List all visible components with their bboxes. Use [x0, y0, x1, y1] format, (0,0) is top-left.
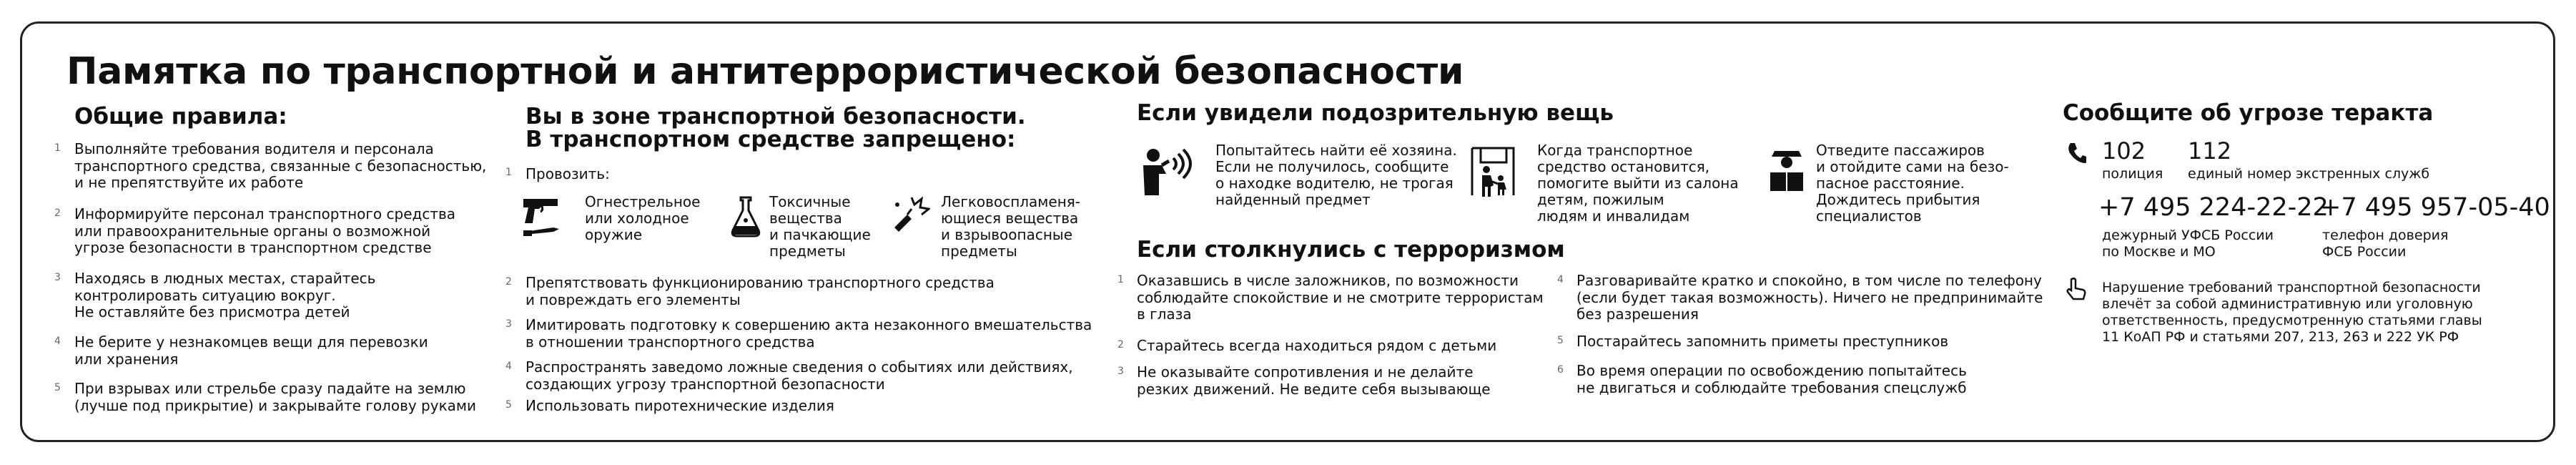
general-rule-number: 4: [54, 336, 61, 347]
liability-note-line: влечёт за собой административную или уголовную: [2102, 296, 2473, 312]
liability-note-line: 11 КоАП РФ и статьями 207, 213, 263 и 222 УК РФ: [2102, 329, 2459, 345]
suspicious-step-text-line: и отойдите сами на безо-: [1816, 158, 2009, 175]
general-rule-text-line: (лучше под прикрытие) и закрывайте голову руками: [74, 396, 477, 414]
guard-icon: [1766, 145, 1807, 192]
prohibited-item-text-line: или холодное: [585, 210, 689, 227]
liability-note-line: ответственность, предусмотренную статьями главы: [2102, 313, 2482, 328]
terrorism-item-text-line: не двигаться и соблюдайте требования спецслужб: [1576, 378, 1967, 396]
terrorism-item-number: 6: [1557, 364, 1564, 376]
terrorism-item-text-line: Оказавшись в числе заложников, по возможности: [1137, 272, 1519, 289]
fsb-trust-phone: +7 495 957-05-40: [2320, 193, 2550, 222]
suspicious-step-text-line: Когда транспортное: [1537, 142, 1693, 159]
general-rule-text-line: и не препятствуйте их работе: [74, 174, 304, 191]
terrorism-item-text-line: (если будет такая возможность). Ничего не предпринимайте: [1576, 288, 2043, 306]
explosive-icon: [890, 195, 930, 232]
suspicious-heading: Если увидели подозрительную вещь: [1137, 100, 1614, 126]
suspicious-step-text-line: Дождитесь прибытия: [1816, 191, 1980, 208]
general-rule-text-line: Находясь в людных местах, старайтесь: [74, 270, 376, 287]
terrorism-item-text-line: в глаза: [1137, 305, 1192, 323]
forbidden-heading-line1: Вы в зоне транспортной безопасности.: [525, 104, 1026, 129]
forbidden-item-text-line: Препятствовать функционированию транспортного средства: [525, 274, 995, 291]
forbidden-item-number: 5: [505, 399, 512, 411]
fsb-trust-label-line1: телефон доверия: [2322, 227, 2449, 243]
prohibited-item-text-line: Огнестрельное: [585, 193, 701, 210]
suspicious-step-text-line: помогите выйти из салона: [1537, 175, 1739, 192]
toxic-flask-icon: [728, 195, 764, 239]
suspicious-step-text-line: средство остановится,: [1537, 158, 1710, 175]
pointing-hand-icon: [2066, 278, 2086, 300]
suspicious-step-text-line: о находке водителю, не трогая: [1215, 175, 1454, 192]
forbidden-item-number: 3: [505, 318, 512, 330]
fsb-trust-label-line2: ФСБ России: [2322, 244, 2407, 260]
forbidden-item-number: 4: [505, 361, 512, 372]
general-rule-text-line: При взрывах или стрельбе сразу падайте на землю: [74, 380, 466, 397]
general-rule-text-line: Не берите у незнакомцев вещи для перевозки: [74, 333, 428, 351]
suspicious-step-text-line: найденный предмет: [1215, 191, 1371, 208]
suspicious-step-text-line: людям и инвалидам: [1537, 207, 1690, 225]
general-rule-text-line: контролировать ситуацию вокруг.: [74, 286, 336, 304]
fsb-moscow-label-line1: дежурный УФСБ России: [2102, 227, 2274, 243]
person-calling-icon: [1133, 145, 1195, 197]
fsb-moscow-phone: +7 495 224-22-22: [2098, 193, 2329, 222]
terrorism-item-text-line: Постарайтесь запомнить приметы преступников: [1576, 333, 1949, 350]
liability-note-line: Нарушение требований транспортной безопасности: [2102, 280, 2481, 295]
prohibited-item-text-line: Легковоспламеня-: [941, 193, 1081, 210]
suspicious-step-text-line: Попытайтесь найти её хозяина.: [1215, 142, 1457, 159]
terrorism-item-text-line: соблюдайте спокойствие и не смотрите террористам: [1137, 288, 1544, 306]
fsb-moscow-label-line2: по Москве и МО: [2102, 244, 2216, 260]
general-rule-text-line: транспортного средства, связанные с безопасностью,: [74, 157, 487, 175]
general-rule-number: 1: [54, 142, 61, 154]
general-rule-number: 3: [54, 272, 61, 283]
emergency-label: единый номер экстренных служб: [2188, 166, 2430, 182]
report-heading: Сообщите об угрозе теракта: [2063, 100, 2434, 126]
forbidden-item-text-line: создающих угрозу транспортной безопасности: [525, 375, 885, 393]
forbidden-item-text-line: Имитировать подготовку к совершению акта незаконного вмешательства: [525, 316, 1092, 333]
prohibited-item-text-line: предметы: [941, 243, 1017, 260]
prohibited-item-text-line: ющиеся вещества: [941, 210, 1079, 227]
suspicious-step-text-line: Если не получилось, сообщите: [1215, 158, 1449, 175]
forbidden-item-number: 1: [505, 167, 512, 178]
forbidden-item-label: Провозить:: [525, 165, 610, 182]
terrorism-item-text-line: Во время операции по освобождению попытайтесь: [1576, 362, 1967, 379]
terrorism-heading: Если столкнулись с терроризмом: [1137, 237, 1565, 263]
weapon-icon: [522, 195, 563, 239]
general-rule-text-line: угрозе безопасности в транспортном средстве: [74, 239, 432, 256]
emergency-number: 112: [2188, 137, 2232, 165]
terrorism-item-text-line: Разговаривайте кратко и спокойно, в том числе по телефону: [1576, 272, 2042, 289]
forbidden-item-text-line: в отношении транспортного средства: [525, 333, 815, 351]
terrorism-item-text-line: Старайтесь всегда находиться рядом с детьми: [1137, 337, 1497, 354]
terrorism-item-number: 5: [1557, 335, 1564, 346]
evacuation-icon: [1469, 145, 1521, 198]
terrorism-item-number: 2: [1117, 339, 1124, 351]
general-rule-text-line: или правоохранительные органы о возможной: [74, 222, 431, 240]
prohibited-item-text-line: вещества: [769, 210, 842, 227]
general-rule-number: 2: [54, 207, 61, 219]
general-rule-text-line: Выполняйте требования водителя и персонала: [74, 140, 434, 157]
general-rule-text-line: или хранения: [74, 350, 179, 368]
suspicious-step-text-line: пасное расстояние.: [1816, 175, 1965, 192]
phone-icon: [2066, 142, 2086, 163]
general-rule-number: 5: [54, 382, 61, 393]
forbidden-item-text-line: Распространять заведомо ложные сведения о событиях или действиях,: [525, 358, 1073, 376]
forbidden-heading-line2: В транспортном средстве запрещено:: [525, 127, 1016, 152]
police-number: 102: [2102, 137, 2146, 165]
prohibited-item-text-line: предметы: [769, 243, 846, 260]
terrorism-item-text-line: Не оказывайте сопротивления и не делайте: [1137, 363, 1474, 381]
general-rule-text-line: Информируйте персонал транспортного средства: [74, 205, 456, 222]
forbidden-item-text-line: и повреждать его элементы: [525, 290, 741, 308]
suspicious-step-text-line: детям, пожилым: [1537, 191, 1664, 208]
terrorism-item-text-line: резких движений. Не ведите себя вызывающе: [1137, 380, 1491, 398]
forbidden-item-number: 2: [505, 276, 512, 288]
prohibited-item-text-line: и пачкающие: [769, 226, 871, 243]
forbidden-item-text-line: Использовать пиротехнические изделия: [525, 397, 834, 414]
prohibited-item-text-line: Токсичные: [769, 193, 851, 210]
suspicious-step-text-line: Отведите пассажиров: [1816, 142, 1985, 159]
terrorism-item-number: 1: [1117, 274, 1124, 285]
terrorism-item-number: 3: [1117, 366, 1124, 377]
terrorism-item-number: 4: [1557, 274, 1564, 285]
prohibited-item-text-line: и взрывоопасные: [941, 226, 1073, 243]
general-heading: Общие правила:: [74, 104, 287, 129]
page-title: Памятка по транспортной и антитеррористической безопасности: [66, 50, 1464, 93]
suspicious-step-text-line: специалистов: [1816, 207, 1922, 225]
police-label: полиция: [2102, 166, 2163, 182]
general-rule-text-line: Не оставляйте без присмотра детей: [74, 303, 350, 320]
prohibited-item-text-line: оружие: [585, 226, 643, 243]
terrorism-item-text-line: без разрешения: [1576, 305, 1699, 323]
